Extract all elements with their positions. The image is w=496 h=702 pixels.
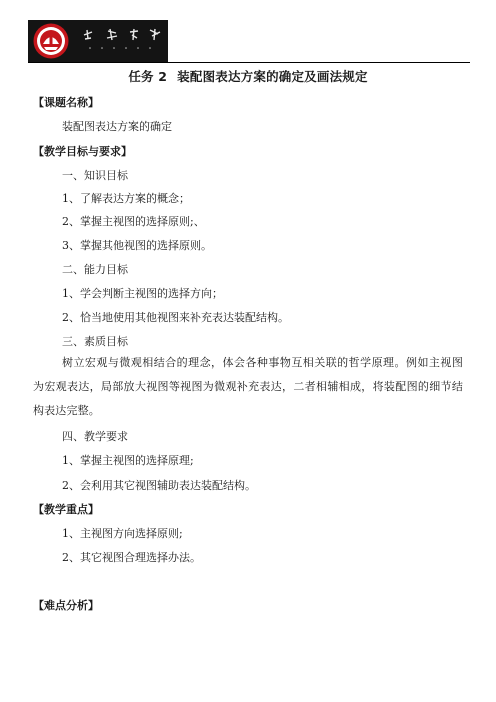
list-item: 2、会利用其它视图辅助表达装配结构。: [62, 479, 256, 492]
topic-content: 装配图表达方案的确定: [62, 120, 172, 133]
topic-heading: 【课题名称】: [33, 96, 99, 109]
title-task-number: 任务 2: [128, 69, 168, 84]
ability-title: 二、能力目标: [62, 263, 128, 276]
header-banner: [28, 20, 168, 62]
difficulty-heading: 【难点分析】: [33, 599, 99, 612]
list-item: 2、掌握主视图的选择原则;、: [62, 215, 205, 228]
objectives-heading: 【教学目标与要求】: [33, 145, 132, 158]
list-item: 3、掌握其他视图的选择原则。: [62, 239, 212, 252]
list-item: 2、恰当地使用其他视图来补充表达装配结构。: [62, 311, 289, 324]
key-points-heading: 【教学重点】: [33, 503, 99, 516]
title-text: 装配图表达方案的确定及画法规定: [177, 69, 368, 84]
quality-paragraph: 树立宏观与微观相结合的理念，体会各种事物互相关联的哲学原理。例如主视图为宏观表达，局部放大视图等视图为微观补充表达，二者相辅相成，将装配图的细节结构表达完整。: [33, 356, 463, 417]
list-item: 2、其它视图合理选择办法。: [62, 551, 201, 564]
list-item: 1、主视图方向选择原则;: [62, 527, 183, 540]
list-item: 1、了解表达方案的概念；: [62, 192, 190, 205]
knowledge-title: 一、知识目标: [62, 169, 128, 182]
page-title: [0, 67, 496, 85]
list-item: 1、掌握主视图的选择原理;: [62, 454, 194, 467]
quality-title: 三、素质目标: [62, 335, 128, 348]
list-item: 1、学会判断主视图的选择方向；: [62, 287, 223, 300]
school-emblem-icon: [32, 22, 70, 60]
requirements-title: 四、教学要求: [62, 430, 128, 443]
header-divider: [28, 62, 470, 63]
banner-calligraphy: [82, 26, 164, 56]
